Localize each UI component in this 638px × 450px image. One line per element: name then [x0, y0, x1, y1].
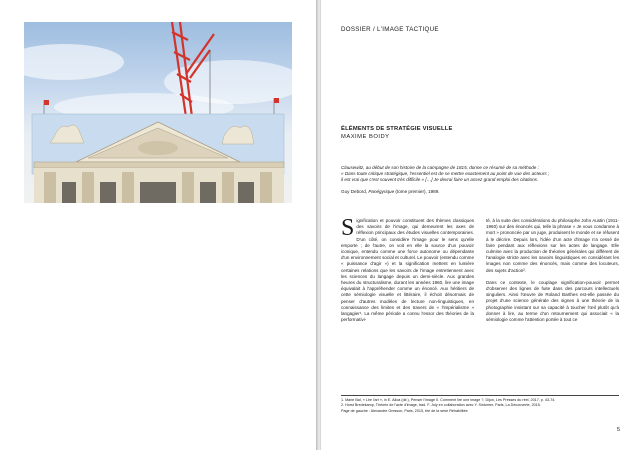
- article-title: ÉLÉMENTS DE STRATÉGIE VISUELLE: [341, 126, 453, 132]
- paragraph: [341, 215, 474, 323]
- paragraph: Dans ce contexte, le couplage signification-pouvoir permet d'observer des lignes de fuite dans des parcours intellectuels singuliers. Ainsi l'œuvre de Roland Barthes est-elle passée du projet d'une science générale des signes à une théorie de la photographie insistant sur sa capacité à toucher l'œil plutôt qu'à donner à lire, au terme d'un retournement qui associait « la sémiologie comme l'attention portée à tout ce: [486, 279, 619, 323]
- footnote-1: 1. Marie Bal, « Lire l'art », in E. Alloa (dir.), Penser l'image II. Comment lire une image ?, Dijon, Les Presses du réel, 2017, p. 43-74.: [341, 398, 556, 402]
- epigraph: [341, 165, 619, 201]
- drop-cap: S: [341, 215, 355, 241]
- epigraph-quote: [341, 165, 619, 183]
- epigraph-line-2: « Dans toute critique stratégique, l'essentiel est de se mettre exactement au point de vue des acteurs ;: [341, 171, 550, 176]
- epigraph-source-work: Panégyrique: [368, 189, 395, 194]
- footnote-rule: [341, 395, 619, 396]
- photo-caption: Page de gauche : Alexandre Gresson, Paris, 2015, tiré de la série Réhabilitée: [341, 408, 468, 413]
- paragraph-text: ignification et pouvoir constituent des thèmes classiques des savoirs de l'image, qui demeurent les axes de réflexion principaux des études visuelles contemporaines. D'un côté, on considère l'image pour le sens qu'elle emporte ; de l'autre, on voit en elle la source d'un pouvoir iconique, entendu comme une force autonome ou dépendante d'un environnement social et culturel. Le pouvoir (entendu comme « puissance d'agir ») et la signification mettent en lumière certaines relations que les savoirs de l'image entretiennent avec les sciences du langage depuis un demi-siècle. Aux grandes heures du structuralisme, durant les années 1960, lire une image équivalait à l'appréhender comme un énoncé. Aux héritiers de cette sémiologie visuelle et littéraire, il échoit désormais de penser d'autres modèles de lecture non-linguistiques, en connaissance des limites et des travers de « l'impérialisme » langagier¹. La même période a connu l'essor des théories de la performativi-: [341, 218, 474, 323]
- running-header: DOSSIER / L'IMAGE TACTIQUE: [341, 26, 439, 33]
- epigraph-line-1: Clausewitz, au début de son histoire de la campagne de 1815, donne ce résumé de sa méthode :: [341, 165, 539, 170]
- left-page: [0, 0, 316, 450]
- footnotes: [341, 398, 619, 414]
- epigraph-source-author: Guy Debord,: [341, 189, 369, 194]
- epigraph-line-3: il est vrai que c'est souvent très difficile » […] Je devrai faire un assez grand emploi des citations.: [341, 177, 539, 182]
- photograph: [24, 22, 292, 203]
- text-column-2: [486, 218, 619, 329]
- paragraph: té, à la suite des considérations du philosophe John Austin (1911-1960) sur des énoncés qui, telle la phrase « Je vous condamne à mort » prononcée par un juge, produisent le monde et se réfusent à le décrire. Depuis lors, l'idée d'un acte d'image n'a cessé de faire pendant aux réflexions sur les actes de langage. Elle culmine avec la production de théories générales qui diffèrent de l'analogie stricte avec les savoirs linguistiques en considérant les images non comme des énoncés, mais comme des locuteurs, des sujets d'action².: [486, 218, 619, 273]
- body-text: [341, 215, 619, 394]
- photo-illustration: [24, 22, 292, 203]
- epigraph-source: [341, 189, 619, 195]
- page-number: 5: [616, 427, 620, 433]
- text-column-1: [341, 215, 474, 329]
- footnote-2: 2. Horst Bredekamp, Théorie de l'acte d'image, trad. F. Joly en collaboration avec Y. Sintomer, Paris, La Découverte, 2015.: [341, 403, 541, 408]
- epigraph-source-rest: (tome premier), 1989.: [394, 189, 440, 194]
- article-author: MAXIME BOIDY: [341, 134, 390, 140]
- right-page: [321, 0, 638, 450]
